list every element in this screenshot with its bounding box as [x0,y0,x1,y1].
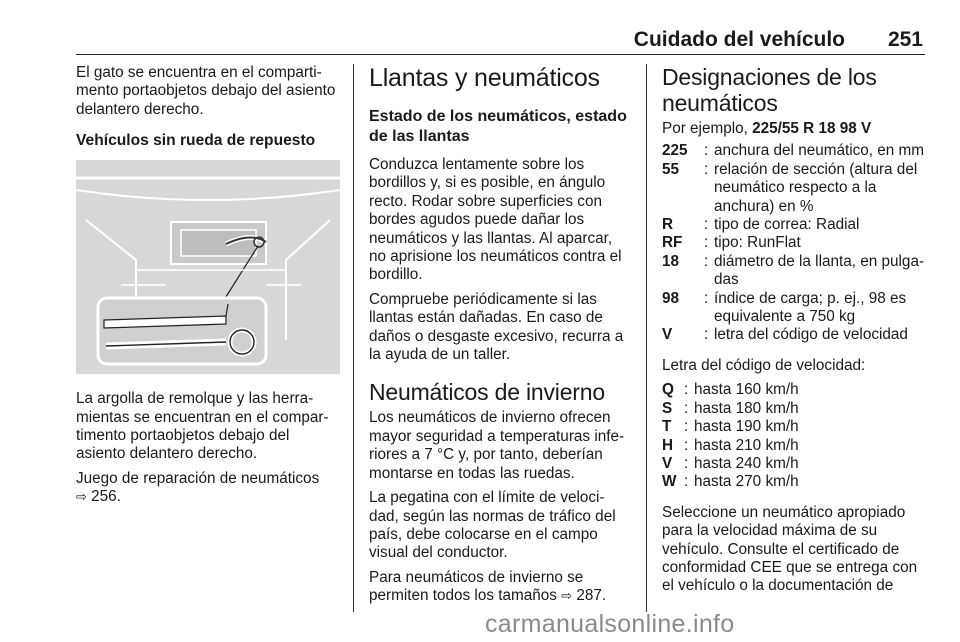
paragraph: Juego de reparación de neumáticos ⇨ 256. [76,469,320,506]
list-item: T : hasta 190 km/h [662,418,799,436]
section-title: Cuidado del vehículo [633,28,845,51]
list-item: 55 : relación de sección (altura del neumático respecto a la anchura) en % [662,160,918,215]
list-item: S : hasta 180 km/h [662,399,799,417]
reference-arrow-icon: ⇨ [561,588,573,604]
tools-illustration [76,160,340,374]
heading-no-spare: Vehículos sin rueda de repuesto [76,132,316,150]
column-divider [353,64,354,612]
paragraph: Los neumáticos de invierno ofrecen mayor seguridad a temperaturas infe- riores a 7 °C y, por tanto, deberían montarse en todas las ruedas. [369,409,625,482]
page-header [76,28,925,55]
reference-arrow-icon: ⇨ [76,489,87,505]
page-number: 251 [887,28,923,51]
list-item: RF : tipo: RunFlat [662,234,801,252]
list-item: 98 : índice de carga; p. ej., 98 es equivalente a 750 kg [662,289,907,326]
list-item: Q : hasta 160 km/h [662,381,799,399]
storage-compartment-drawing [76,160,340,374]
designation-list [662,142,928,344]
list-item: V : letra del código de velocidad [662,326,908,344]
paragraph: Compruebe periódicamente si las llantas están dañadas. En caso de daños o desgaste excesivo, recurra a la ayuda de un taller. [369,290,624,364]
paragraph: La pegatina con el límite de veloci- dad, según las normas de tráfico del país, debe colocarse en el campo visual del conductor. [369,489,616,562]
page-reference[interactable]: 287. [576,587,607,605]
list-item: 18 : diámetro de la llanta, en pulga- das [662,252,925,289]
paragraph: El gato se encuentra en el comparti- mento portaobjetos debajo del asiento delantero derecho. [76,64,336,118]
example-code: 225/55 R 18 98 V [752,120,872,137]
list-item: R : tipo de correa: Radial [662,216,860,234]
list-item: V : hasta 240 km/h [662,454,799,472]
list-item: H : hasta 210 km/h [662,436,799,454]
heading-designaciones: Designaciones de los neumáticos [662,64,877,116]
heading-invierno: Neumáticos de invierno [369,379,605,406]
example-line: Por ejemplo, 225/55 R 18 98 V [662,120,872,137]
paragraph: La argolla de remolque y las herra- mientas se encuentran en el compar- timento portaobjetos debajo del asiento delantero derecho. [76,390,329,463]
column-left [76,64,340,513]
column-middle [369,64,633,612]
list-item: 225 : anchura del neumático, en mm [662,142,925,160]
heading-estado: Estado de los neumáticos, estado de las llantas [369,108,627,145]
page-reference[interactable]: 256. [91,488,121,506]
column-right [662,64,928,602]
speed-code-list [662,381,928,491]
heading-llantas: Llantas y neumáticos [369,64,600,92]
watermark: carmanualsonline.info [485,610,735,638]
paragraph: Para neumáticos de invierno se permiten todos los tamaños ⇨ 287. [369,568,607,605]
paragraph: Conduzca lentamente sobre los bordillos y, si es posible, en ángulo recto. Rodar sobre superficies con bordes agudos puede dañar los neumáticos y las llantas. Al aparcar, no aprisione los neumáticos contra el bordillo. [369,156,622,284]
list-item: W : hasta 270 km/h [662,473,799,491]
paragraph: Letra del código de velocidad: [662,356,866,374]
paragraph: Seleccione un neumático apropiado para la velocidad máxima de su vehículo. Consulte el certificado de conformidad CEE que se entrega con el vehículo o la documentación de [662,503,918,595]
column-divider [646,64,647,612]
